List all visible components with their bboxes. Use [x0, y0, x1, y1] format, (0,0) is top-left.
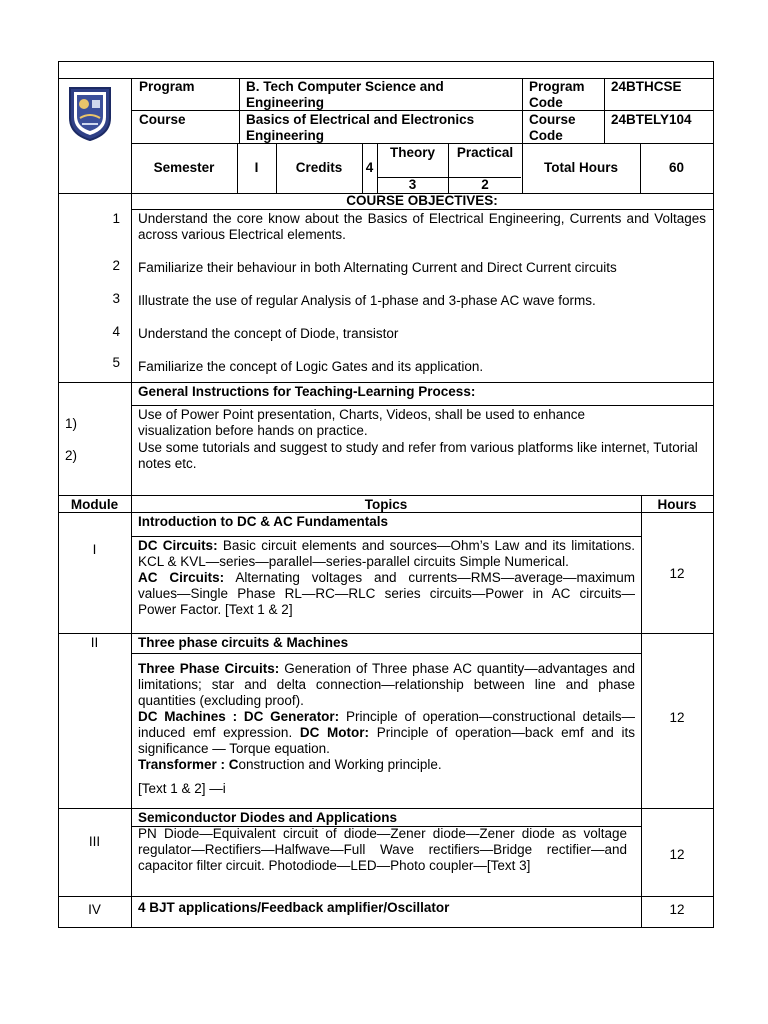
objective-number: 1 [112, 211, 120, 226]
module-title: Three phase circuits & Machines [138, 635, 349, 650]
module-content: PN Diode—Equivalent circuit of diode—Zener diode—Zener diode as voltage regulator—Rectifiers—Halfwave—Full Wave rectifiers—Bridge rectifier—and capacitor filter circuit. Photodiode—LED—Photo coupler—[Text 3] [138, 826, 627, 873]
module-number: IV [88, 902, 101, 917]
rule [239, 78, 240, 143]
practical-label: Practical [456, 145, 514, 160]
col-module: Module [70, 497, 119, 512]
program-value: B. Tech Computer Science and Engineering [246, 79, 444, 110]
course-code-value: 24BTELY104 [611, 112, 692, 127]
objective-number: 5 [112, 355, 120, 370]
instruction-text: Use of Power Point presentation, Charts, Videos, shall be used to enhance visualization before hands on practice. [138, 407, 586, 438]
semester-label: Semester [153, 160, 215, 175]
topic-label: DC Machines : DC Generator: [138, 709, 340, 724]
rule [58, 495, 714, 496]
theory-value: 3 [408, 177, 417, 192]
rule [58, 61, 714, 62]
objective-text: Familiarize their behaviour in both Alternating Current and Direct Current circuits [138, 260, 617, 275]
objective-text: Illustrate the use of regular Analysis of 1-phase and 3-phase AC wave forms. [138, 293, 596, 308]
semester-value: I [254, 160, 259, 175]
instruction-text: Use some tutorials and suggest to study and refer from various platforms like internet, Tutorial notes etc. [138, 440, 698, 471]
objective-number: 3 [112, 291, 120, 306]
objectives-title: COURSE OBJECTIVES: [346, 193, 498, 208]
topic-label: DC Motor: [299, 725, 370, 740]
program-code-label: Program Code [529, 79, 585, 110]
topic-label: AC Circuits: [138, 570, 225, 585]
topic-text: Generation of Three phase AC quantity—advantages and limitations; star and delta connection—relationship between line and phase quantities (excluding proof). [138, 661, 635, 708]
rule [58, 927, 714, 928]
instructions-title: General Instructions for Teaching-Learning Process: [138, 384, 476, 399]
rule [131, 536, 641, 537]
topic-text: Basic circuit elements and sources—Ohm’s Law and its limitations. KCL & KVL—series—parallel—series-parallel circuits Simple Numerical. [138, 538, 635, 569]
module-title: 4 BJT applications/Feedback amplifier/Oscillator [138, 900, 450, 915]
rule [58, 382, 714, 383]
module-content [138, 538, 635, 618]
module-hours: 12 [669, 566, 685, 581]
course-value: Basics of Electrical and Electronics Engineering [246, 112, 475, 143]
objective-text: Familiarize the concept of Logic Gates and its application. [138, 359, 484, 374]
objective-number: 4 [112, 324, 120, 339]
rule [131, 405, 714, 406]
practical-value: 2 [481, 177, 489, 192]
rule [58, 808, 714, 809]
rule [713, 61, 714, 928]
theory-label: Theory [389, 145, 435, 160]
rule [58, 896, 714, 897]
topic-text: Principle of operation—constructional details—induced emf expression. [138, 709, 635, 740]
module-hours: 12 [669, 847, 685, 862]
instruction-number: 1) [65, 416, 78, 431]
topic-label: Transformer : C [138, 757, 239, 772]
topic-text: onstruction and Working principle. [238, 757, 442, 772]
rule [131, 653, 641, 654]
topic-label: Three Phase Circuits: [138, 661, 280, 676]
module-number: II [90, 635, 99, 650]
objective-number: 2 [112, 258, 120, 273]
module-hours: 12 [669, 710, 685, 725]
instruction-number: 2) [65, 448, 78, 463]
module-hours: 12 [669, 902, 685, 917]
program-label: Program [139, 79, 195, 94]
credits-value: 4 [365, 160, 374, 175]
col-topics: Topics [364, 497, 408, 512]
rule [604, 78, 605, 143]
rule [131, 209, 714, 210]
topic-label: DC Circuits: [138, 538, 218, 553]
objective-text: Understand the core know about the Basics of Electrical Engineering, Currents and Voltages across various Electrical elements. [138, 211, 706, 242]
module-number: III [88, 834, 101, 849]
credits-label: Credits [295, 160, 343, 175]
module-title: Introduction to DC & AC Fundamentals [138, 514, 388, 529]
total-hours-value: 60 [668, 160, 685, 175]
university-logo-icon [66, 84, 114, 142]
module-title: Semiconductor Diodes and Applications [138, 810, 398, 825]
course-label: Course [139, 112, 186, 127]
rule [58, 633, 714, 634]
rule [58, 61, 59, 928]
objective-text: Understand the concept of Diode, transistor [138, 326, 399, 341]
module-reference: [Text 1 & 2] —i [138, 781, 226, 796]
module-number: I [92, 542, 97, 557]
program-code-value: 24BTHCSE [611, 79, 682, 94]
topic-text: Alternating voltages and currents—RMS—average—maximum values—Single Phase RL—RC—RLC series circuits—Power in AC circuits—Power Factor. [Text 1 & 2] [138, 570, 635, 617]
col-hours: Hours [657, 497, 697, 512]
total-hours-label: Total Hours [544, 160, 618, 175]
module-content [138, 661, 635, 797]
topic-text: Principle of operation—back emf and its significance — Torque equation. [138, 725, 635, 756]
course-code-label: Course Code [529, 112, 576, 143]
